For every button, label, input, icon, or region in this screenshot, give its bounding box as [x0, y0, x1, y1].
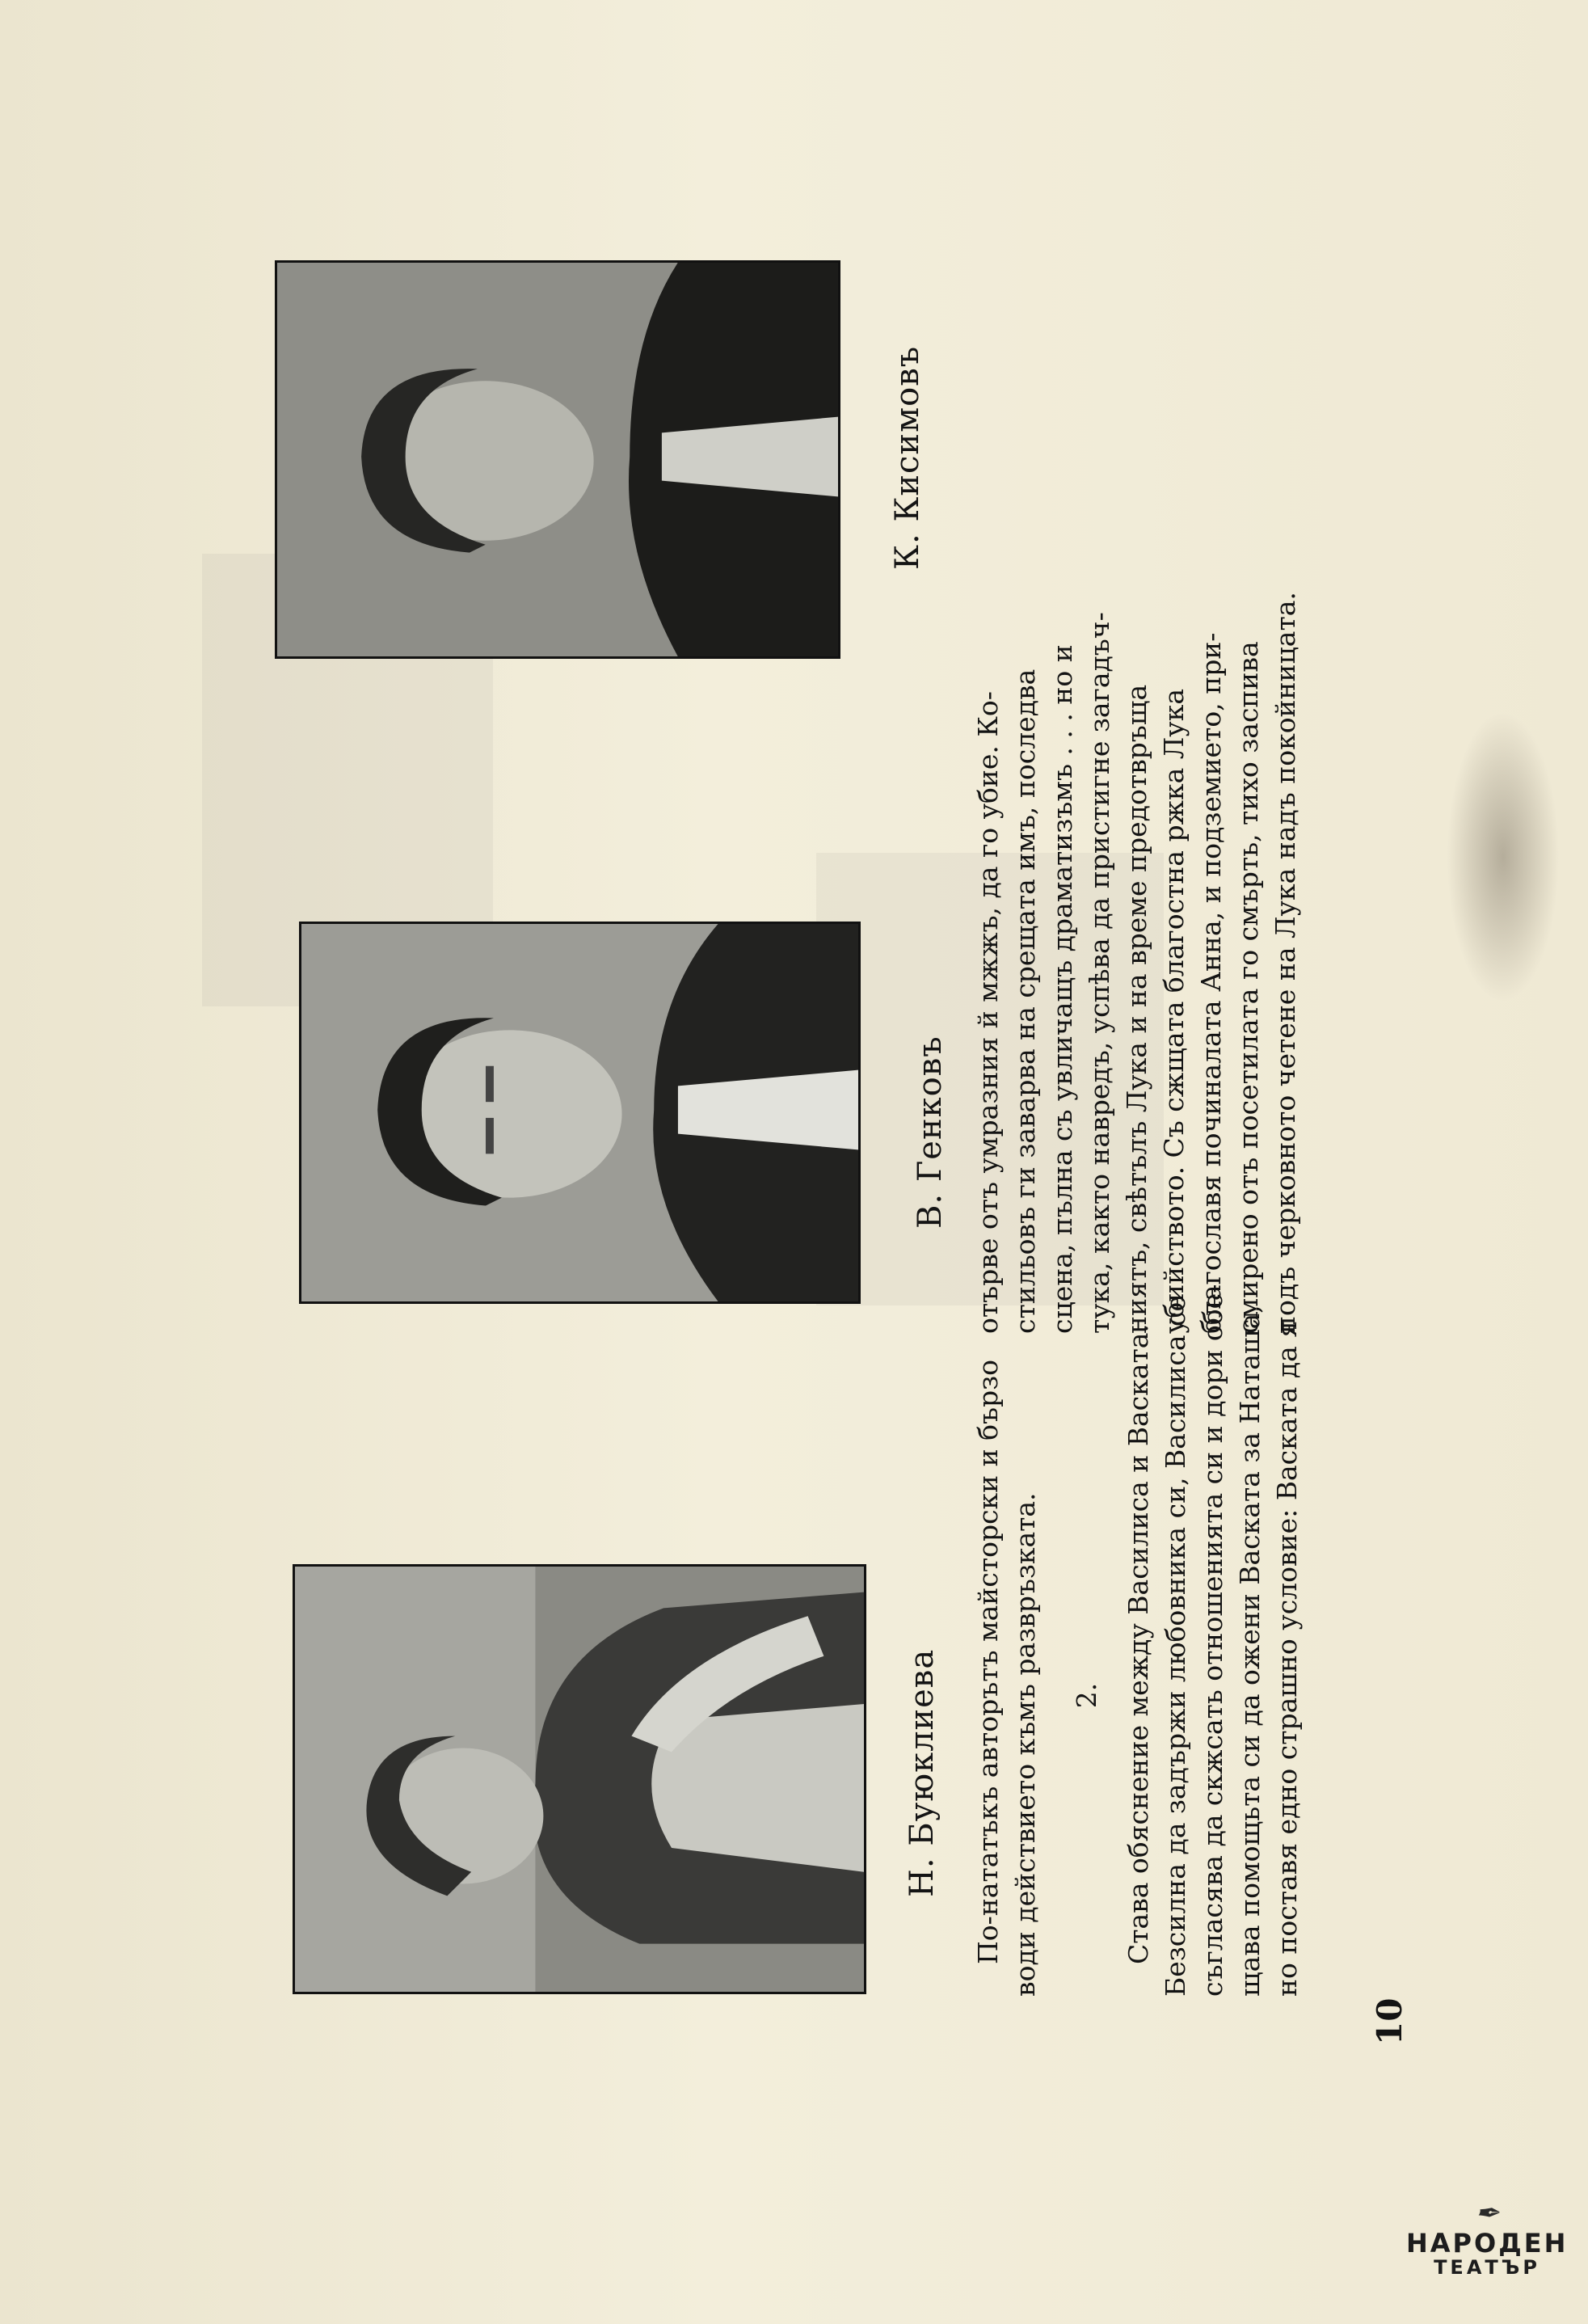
text-line: подъ черковното четене на Лука надъ покойницата.: [1270, 592, 1301, 1334]
portrait-photo-buyuklieva: [293, 1564, 866, 1994]
paragraph-1: [970, 1360, 1044, 1997]
portrait-image: [301, 924, 858, 1301]
section-number: 2.: [1071, 1682, 1102, 1709]
text-line: смирено отъ посетилата го смърть, тихо заспива: [1232, 641, 1264, 1334]
text-line: съгласява да скжсать отношенията си и дори обе-: [1197, 1284, 1228, 1997]
text-line: ниятъ, свѣтълъ Лука и на време предотвръща: [1121, 684, 1152, 1334]
text-line: но поставя едно страшно условие: Васката да я: [1271, 1320, 1303, 1997]
text-column-right: [970, 194, 1304, 1334]
text-line: щава помощьта си да ожени Васката за Наташа,: [1234, 1305, 1266, 1997]
text-line: убийството. Съ сжщата благостна ржка Лука: [1158, 689, 1190, 1334]
logo-signature-mark: ✒: [1474, 2197, 1500, 2230]
text-line: сцена, пълна съ увличащъ драматизъмъ . . . но и: [1047, 644, 1078, 1334]
page-number: 10: [1370, 1997, 1409, 2045]
text-line: води действието къмъ развръзката.: [1009, 1492, 1041, 1997]
library-logo: [1406, 2199, 1568, 2296]
portrait-image: [295, 1567, 864, 1992]
text-line: благославя починалата Анна, и подземието, при-: [1195, 632, 1227, 1334]
text-line: тука, както навредъ, успѣва да пристигне загадъч-: [1084, 612, 1115, 1334]
logo-word-2: ТЕАТЪР: [1434, 2256, 1540, 2279]
text-line: отърве отъ умразния й мжжъ, да го убие. Ко-: [972, 691, 1004, 1334]
text-line: По-нататъкъ авторътъ майсторски и бързо: [972, 1360, 1004, 1964]
logo-word-1: НАРОДЕН: [1406, 2228, 1569, 2259]
text-line: Става обяснение между Василиса и Васката.: [1123, 1324, 1154, 1964]
paragraph-3: [970, 194, 1304, 1334]
text-column-left: [970, 1284, 1306, 1997]
caption-buyuklieva: Н. Буюклиева: [904, 1648, 941, 1897]
portrait-photo-kisimov: [275, 260, 840, 659]
text-line: Безсилна да задържи любовника си, Василиса се: [1160, 1295, 1191, 1997]
caption-kisimov: К. Кисимовъ: [889, 345, 926, 570]
paragraph-2: [1120, 1284, 1306, 1997]
text-line: стильовъ ги заварва на срещата имъ, последва: [1009, 669, 1041, 1334]
caption-genkov: В. Генковъ: [912, 1035, 949, 1229]
portrait-image: [277, 263, 838, 656]
portrait-photo-genkov: [299, 922, 861, 1304]
